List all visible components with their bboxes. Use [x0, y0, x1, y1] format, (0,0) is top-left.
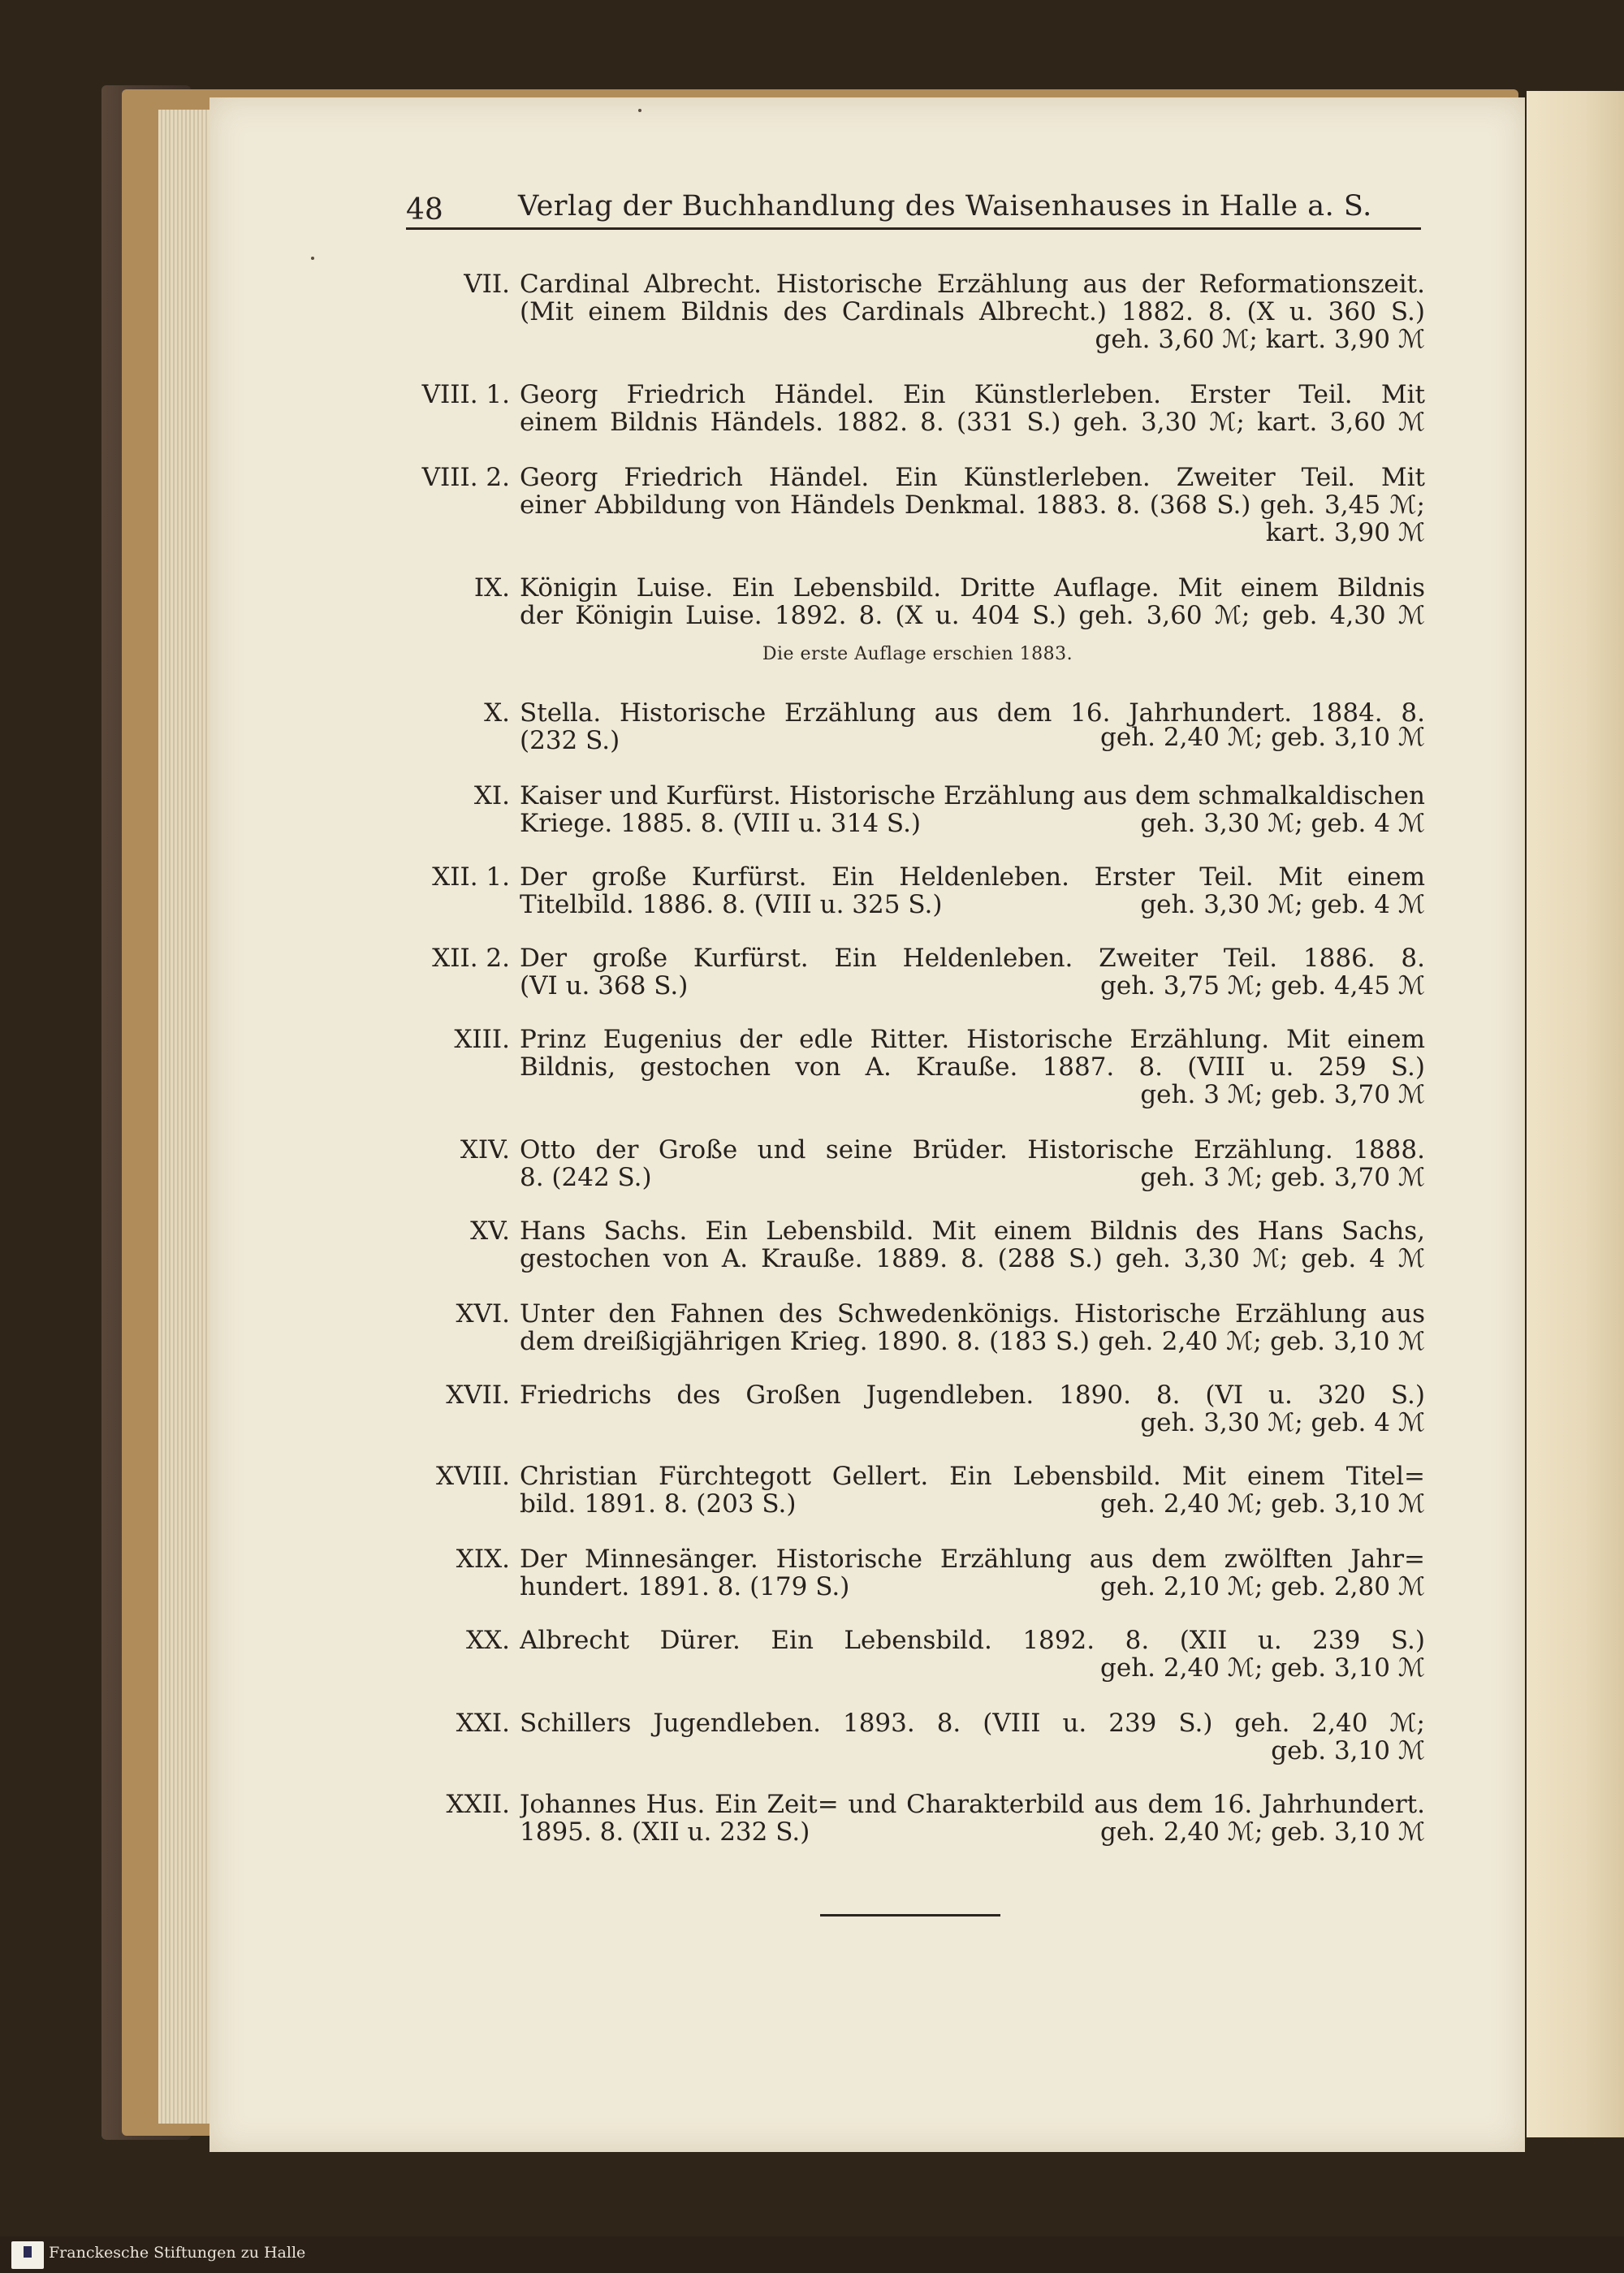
entry-line: (232 S.)	[520, 726, 620, 755]
entry-number: XVI.	[456, 1299, 510, 1329]
entry-line: Kaiser und Kurfürst. Historische Erzählung aus dem schmalkaldischen	[520, 781, 1425, 810]
entry-line: Schillers Jugendleben. 1893. 8. (VIII u. 239 S.) geh. 2,40 ℳ;	[520, 1709, 1425, 1738]
entry-line: Der Minnesänger. Historische Erzählung aus dem zwölften Jahr=	[520, 1545, 1425, 1574]
running-title: Verlag der Buchhandlung des Waisenhauses in Halle a. S.	[518, 190, 1372, 223]
entry-line: gestochen von A. Krauße. 1889. 8. (288 S.) geh. 3,30 ℳ; geb. 4 ℳ	[520, 1244, 1425, 1273]
entry-line: geb. 3,10 ℳ	[1271, 1736, 1425, 1765]
entry-line: Albrecht Dürer. Ein Lebensbild. 1892. 8. (XII u. 239 S.)	[520, 1626, 1425, 1655]
entry-line: geh. 3,75 ℳ; geb. 4,45 ℳ	[1100, 971, 1425, 1000]
entry-line: Der große Kurfürst. Ein Heldenleben. Erster Teil. Mit einem	[520, 862, 1425, 892]
entry-line: Georg Friedrich Händel. Ein Künstlerleben. Zweiter Teil. Mit	[520, 463, 1425, 492]
page-header	[406, 185, 1421, 230]
entry-line: geh. 3,30 ℳ; geb. 4 ℳ	[1140, 890, 1425, 919]
entry-number: XIX.	[456, 1545, 510, 1574]
entry-line: dem dreißigjährigen Krieg. 1890. 8. (183 S.) geh. 2,40 ℳ; geb. 3,10 ℳ	[520, 1327, 1425, 1356]
entry-number: XX.	[466, 1626, 510, 1655]
institution-name: Franckesche Stiftungen zu Halle	[49, 2244, 306, 2262]
entry-line: geh. 3 ℳ; geb. 3,70 ℳ	[1140, 1080, 1425, 1109]
entry-number: X.	[484, 698, 510, 728]
entry-number: XXII.	[446, 1790, 510, 1819]
entry-line: der Königin Luise. 1892. 8. (X u. 404 S.) geh. 3,60 ℳ; geb. 4,30 ℳ	[520, 601, 1425, 630]
entry-line: Georg Friedrich Händel. Ein Künstlerleben. Erster Teil. Mit	[520, 380, 1425, 409]
page-number: 48	[406, 193, 443, 227]
entry-line: bild. 1891. 8. (203 S.)	[520, 1489, 797, 1519]
entry-number: IX.	[473, 573, 510, 603]
entry-line: einer Abbildung von Händels Denkmal. 1883. 8. (368 S.) geh. 3,45 ℳ;	[520, 490, 1425, 520]
entry-line: geh. 3,30 ℳ; geb. 4 ℳ	[1140, 1408, 1425, 1437]
edition-note: Die erste Auflage erschien 1883.	[762, 644, 1073, 664]
entry-line: geh. 3 ℳ; geb. 3,70 ℳ	[1140, 1163, 1425, 1192]
entry-line: 8. (242 S.)	[520, 1163, 652, 1192]
entry-line: geh. 3,30 ℳ; geb. 4 ℳ	[1140, 809, 1425, 838]
entry-number: XVII.	[446, 1381, 510, 1410]
entry-line: Friedrichs des Großen Jugendleben. 1890. 8. (VI u. 320 S.)	[520, 1381, 1425, 1410]
entry-number: XII. 2.	[432, 944, 510, 973]
entry-line: Cardinal Albrecht. Historische Erzählung aus der Reformationszeit.	[520, 270, 1425, 299]
entry-line: Stella. Historische Erzählung aus dem 16. Jahrhundert. 1884. 8.	[520, 698, 1425, 728]
paper-speck	[311, 257, 314, 260]
entry-line: Johannes Hus. Ein Zeit= und Charakterbild aus dem 16. Jahrhundert.	[520, 1790, 1425, 1819]
entry-line: (VI u. 368 S.)	[520, 971, 689, 1000]
paper-speck	[638, 109, 641, 112]
entry-line: Bildnis, gestochen von A. Krauße. 1887. 8. (VIII u. 259 S.)	[520, 1052, 1425, 1082]
entry-number: XVIII.	[435, 1462, 510, 1491]
entry-number: VII.	[464, 270, 510, 299]
entry-line: kart. 3,90 ℳ	[1265, 518, 1425, 547]
entry-number: VIII. 2.	[421, 463, 510, 492]
entry-number: XXI.	[456, 1709, 510, 1738]
end-rule-divider	[820, 1914, 1000, 1916]
facing-page-edge	[1527, 91, 1624, 2137]
entry-line: Hans Sachs. Ein Lebensbild. Mit einem Bildnis des Hans Sachs,	[520, 1216, 1425, 1246]
entry-line: geh. 2,10 ℳ; geb. 2,80 ℳ	[1100, 1572, 1425, 1601]
entry-line: geh. 2,40 ℳ; geb. 3,10 ℳ	[1100, 1653, 1425, 1683]
entry-number: XI.	[473, 781, 510, 810]
entry-line: Titelbild. 1886. 8. (VIII u. 325 S.)	[520, 890, 943, 919]
entry-line: einem Bildnis Händels. 1882. 8. (331 S.) geh. 3,30 ℳ; kart. 3,60 ℳ	[520, 408, 1425, 437]
entry-line: Königin Luise. Ein Lebensbild. Dritte Auflage. Mit einem Bildnis	[520, 573, 1425, 603]
entry-number: VIII. 1.	[421, 380, 510, 409]
entry-number: XIII.	[454, 1025, 510, 1054]
institution-logo-icon	[11, 2241, 44, 2269]
entry-number: XII. 1.	[432, 862, 510, 892]
entry-line: Kriege. 1885. 8. (VIII u. 314 S.)	[520, 809, 922, 838]
entry-line: Unter den Fahnen des Schwedenkönigs. Historische Erzählung aus	[520, 1299, 1425, 1329]
entry-number: XIV.	[460, 1135, 510, 1165]
entry-line: Otto der Große und seine Brüder. Historische Erzählung. 1888.	[520, 1135, 1425, 1165]
entry-line: geh. 3,60 ℳ; kart. 3,90 ℳ	[1095, 325, 1425, 354]
entry-line: Der große Kurfürst. Ein Heldenleben. Zweiter Teil. 1886. 8.	[520, 944, 1425, 973]
entry-line: hundert. 1891. 8. (179 S.)	[520, 1572, 850, 1601]
entry-line: Christian Fürchtegott Gellert. Ein Lebensbild. Mit einem Titel=	[520, 1462, 1425, 1491]
entry-line: Prinz Eugenius der edle Ritter. Historische Erzählung. Mit einem	[520, 1025, 1425, 1054]
entry-line: geh. 2,40 ℳ; geb. 3,10 ℳ	[1100, 1817, 1425, 1847]
entry-line: 1895. 8. (XII u. 232 S.)	[520, 1817, 810, 1847]
entry-line: geh. 2,40 ℳ; geb. 3,10 ℳ	[1100, 723, 1425, 752]
entry-number: XV.	[470, 1216, 510, 1246]
entry-line: (Mit einem Bildnis des Cardinals Albrecht.) 1882. 8. (X u. 360 S.)	[520, 297, 1425, 326]
entry-line: geh. 2,40 ℳ; geb. 3,10 ℳ	[1100, 1489, 1425, 1519]
